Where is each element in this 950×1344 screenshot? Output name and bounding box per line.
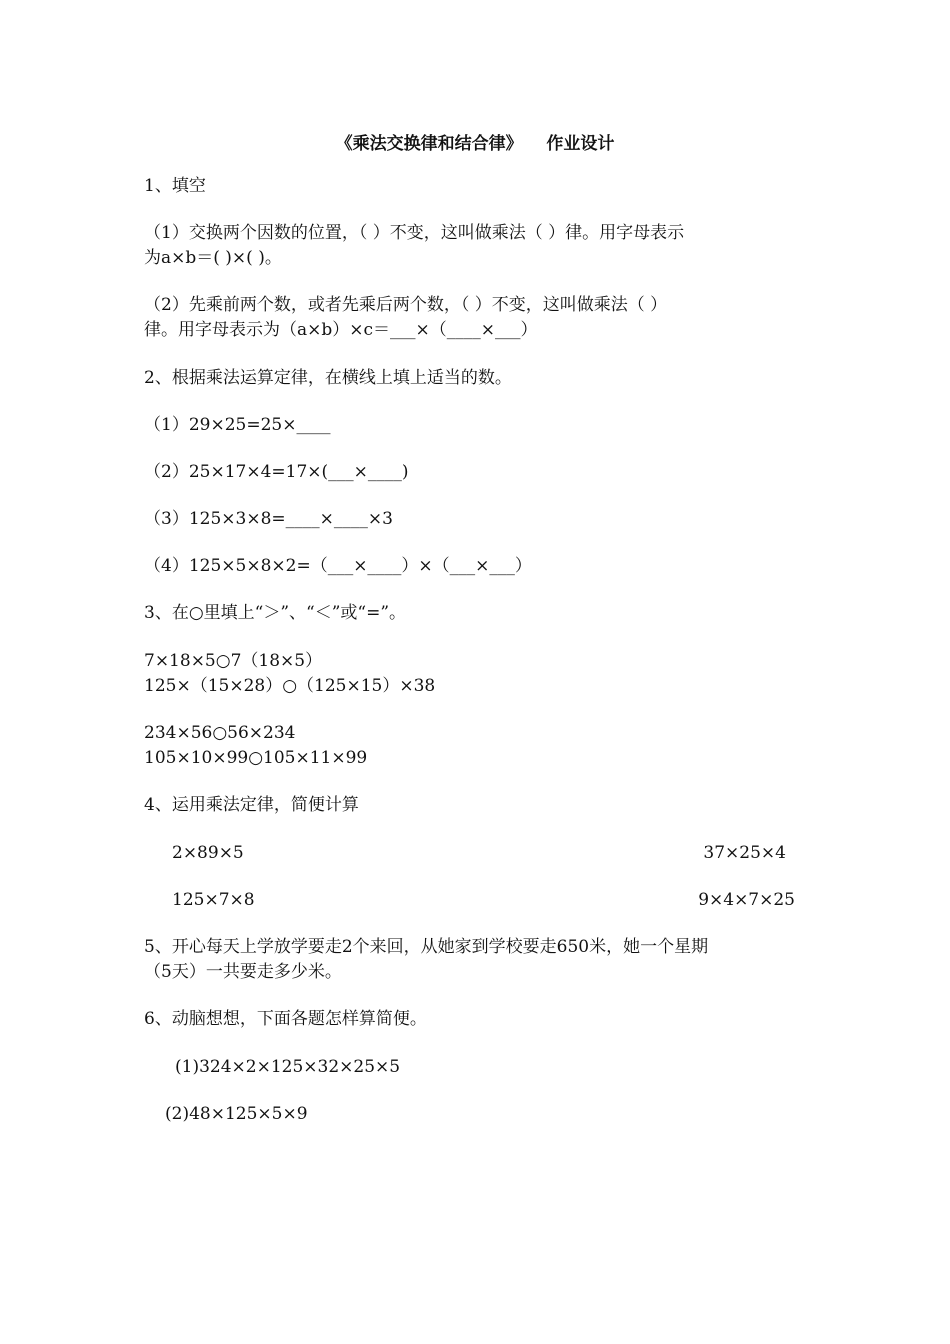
q3-line-3: 234×56○56×234 — [144, 723, 296, 743]
q4-right-1: 37×25×4 — [703, 843, 786, 863]
q5-line2: （5天）一共要走多少米。 — [144, 962, 342, 982]
q4-left-1: 2×89×5 — [172, 843, 244, 863]
q1-item1-line1: （1）交换两个因数的位置，（ ）不变，这叫做乘法（ ）律。用字母表示 — [144, 223, 685, 243]
q2-item-1: （1）29×25=25×____ — [144, 415, 331, 435]
q2-item-4: （4）125×5×8×2=（___×____）×（___×___） — [144, 556, 532, 576]
q3-line-2: 125×（15×28）○（125×15）×38 — [144, 676, 436, 696]
q3-line-4: 105×10×99○105×11×99 — [144, 748, 368, 768]
q2-heading: 2、根据乘法运算定律，在横线上填上适当的数。 — [144, 368, 512, 388]
q5-line1: 5、开心每天上学放学要走2个来回，从她家到学校要走650米，她一个星期 — [144, 937, 709, 957]
q4-heading: 4、运用乘法定律，简便计算 — [144, 795, 359, 815]
q2-item-3: （3）125×3×8=____×____×3 — [144, 509, 393, 529]
q2-item-2: （2）25×17×4=17×(___×____) — [144, 462, 409, 482]
document-title: 《乘法交换律和结合律》 作业设计 — [335, 134, 615, 154]
q6-item-1: (1)324×2×125×32×25×5 — [175, 1057, 401, 1077]
q1-item1-line2: 为a×b＝( )×( )。 — [144, 248, 282, 268]
q6-item-2: (2)48×125×5×9 — [165, 1104, 308, 1124]
q1-item2-line2: 律。用字母表示为（a×b）×c＝___×（____×___） — [144, 320, 538, 340]
q4-right-2: 9×4×7×25 — [698, 890, 795, 910]
q4-left-2: 125×7×8 — [172, 890, 255, 910]
q1-heading: 1、填空 — [144, 176, 206, 196]
q3-heading: 3、在○里填上“＞”、“＜”或“=”。 — [144, 603, 407, 623]
q3-line-1: 7×18×5○7（18×5） — [144, 651, 323, 671]
q6-heading: 6、动脑想想，下面各题怎样算简便。 — [144, 1009, 427, 1029]
q1-item2-line1: （2）先乘前两个数，或者先乘后两个数，（ ）不变，这叫做乘法（ ） — [144, 295, 668, 315]
